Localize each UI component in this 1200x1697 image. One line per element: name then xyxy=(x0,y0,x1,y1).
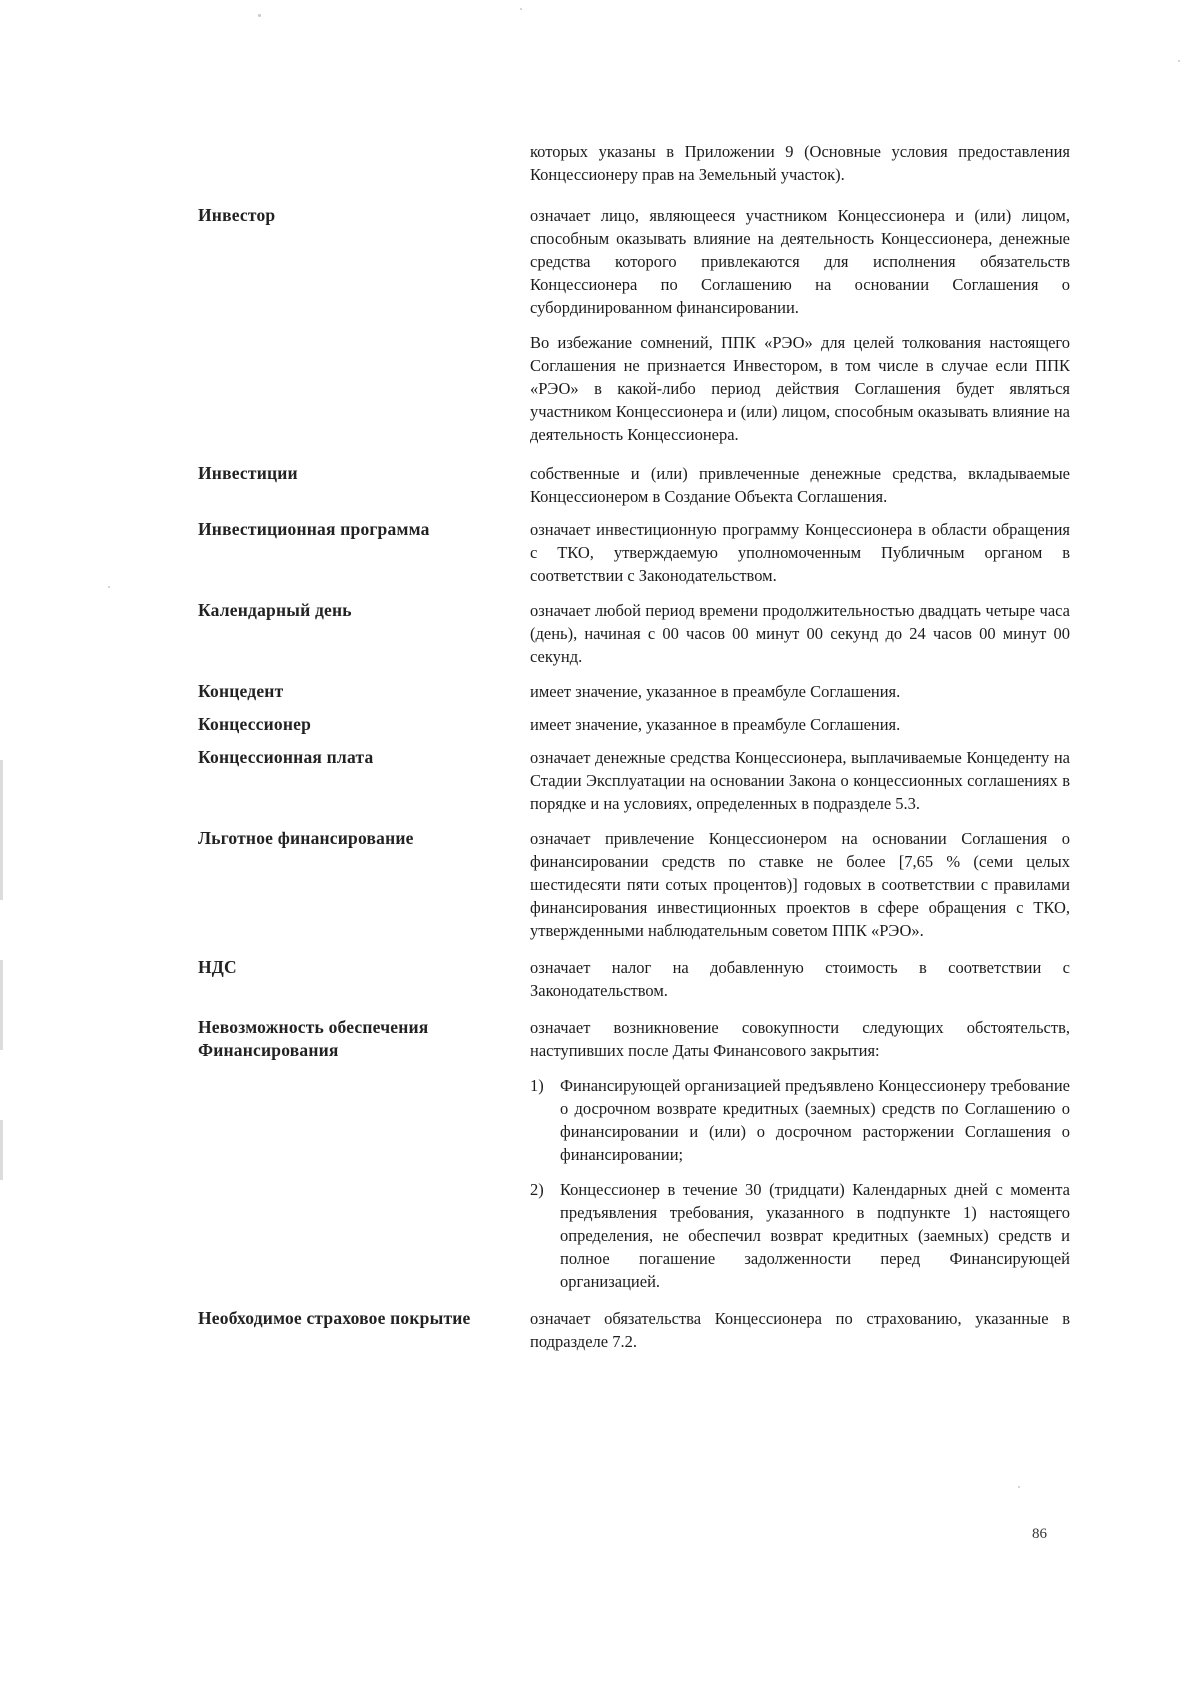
definition-paragraph: означает лицо, являющееся участником Концессионера и (или) лицом, способным оказывать влияние на деятельность Концессионера, денежные средства которого привлекаются для исполнения обязательств Концессионера по Соглашению на основании Соглашения о субординированном финансировании. xyxy=(530,206,1070,317)
definition-row xyxy=(198,713,1080,736)
scan-edge-mark xyxy=(0,1120,3,1180)
definition-body xyxy=(530,956,1070,1002)
definition-row xyxy=(198,1016,1080,1293)
definition-row xyxy=(198,518,1080,587)
definition-body xyxy=(530,1307,1070,1353)
scan-speck xyxy=(258,14,261,17)
definition-term: Необходимое страховое покрытие xyxy=(198,1308,471,1328)
scan-speck xyxy=(520,8,522,10)
list-item xyxy=(530,1178,1070,1293)
definition-row xyxy=(198,204,1080,446)
definition-paragraph: Во избежание сомнений, ППК «РЭО» для целей толкования настоящего Соглашения не признается Инвестором, в том числе в случае если ППК «РЭО» в какой-либо период действия Соглашения будет являться участником Концессионера и (или) лицом, способным оказывать влияние на деятельность Концессионера. xyxy=(530,333,1070,444)
definition-term: Инвестор xyxy=(198,205,276,225)
definition-term: Инвестиции xyxy=(198,463,298,483)
definition-term: Концессионная плата xyxy=(198,747,374,767)
definition-paragraph: означает инвестиционную программу Концессионера в области обращения с ТКО, утверждаемую уполномоченным Публичным органом в соответствии с Законодательством. xyxy=(530,520,1070,585)
definition-body xyxy=(530,599,1070,668)
definition-term: Календарный день xyxy=(198,600,352,620)
definition-row xyxy=(198,827,1080,942)
definitions-table xyxy=(198,140,1080,1353)
definition-row xyxy=(198,140,1080,186)
definition-term: Концедент xyxy=(198,681,284,701)
definition-body xyxy=(530,204,1070,446)
definition-term xyxy=(198,140,530,186)
definition-paragraph: означает налог на добавленную стоимость в соответствии с Законодательством. xyxy=(530,958,1070,1000)
definition-body xyxy=(530,680,1070,703)
definition-row xyxy=(198,462,1080,508)
definition-paragraph: собственные и (или) привлеченные денежные средства, вкладываемые Концессионером в Создание Объекта Соглашения. xyxy=(530,464,1070,506)
definition-body xyxy=(530,746,1070,815)
definition-row xyxy=(198,956,1080,1002)
list-item-text: Финансирующей организацией предъявлено Концессионеру требование о досрочном возврате кредитных (заемных) средств по Соглашению о финансировании и (или) о досрочном расторжении Соглашения о финансировании; xyxy=(560,1076,1070,1164)
definition-term: Невозможность обеспечения Финансирования xyxy=(198,1017,429,1060)
definition-row xyxy=(198,1307,1080,1353)
definition-paragraph: которых указаны в Приложении 9 (Основные условия предоставления Концессионеру прав на Земельный участок). xyxy=(530,142,1070,184)
list-item-text: Концессионер в течение 30 (тридцати) Календарных дней с момента предъявления требования, указанного в подпункте 1) настоящего определения, не обеспечил возврат кредитных (заемных) средств и полное погашение задолженности перед Финансирующей организацией. xyxy=(560,1180,1070,1291)
list-item-number: 1) xyxy=(530,1076,544,1095)
list-item xyxy=(530,1074,1070,1166)
definition-paragraph: означает любой период времени продолжительностью двадцать четыре часа (день), начиная с 00 часов 00 минут 00 секунд до 24 часов 00 минут 00 секунд. xyxy=(530,601,1070,666)
definition-row xyxy=(198,599,1080,668)
scan-edge-mark xyxy=(0,760,3,900)
definition-paragraph: имеет значение, указанное в преамбуле Соглашения. xyxy=(530,682,901,701)
definition-row xyxy=(198,746,1080,815)
definition-body xyxy=(530,462,1070,508)
definition-term: Инвестиционная программа xyxy=(198,519,430,539)
definition-term: Концессионер xyxy=(198,714,312,734)
scan-speck xyxy=(108,586,110,588)
definition-body xyxy=(530,140,1070,186)
definition-paragraph: означает обязательства Концессионера по страхованию, указанные в подразделе 7.2. xyxy=(530,1309,1070,1351)
list-item-number: 2) xyxy=(530,1180,544,1199)
definition-body xyxy=(530,713,1070,736)
definition-paragraph: имеет значение, указанное в преамбуле Соглашения. xyxy=(530,715,901,734)
page-number: 86 xyxy=(1032,1526,1047,1542)
definition-body xyxy=(530,518,1070,587)
definition-term: НДС xyxy=(198,957,237,977)
definition-term: Льготное финансирование xyxy=(198,828,414,848)
definition-list xyxy=(530,1074,1070,1293)
definition-body xyxy=(530,1016,1070,1293)
scan-speck xyxy=(1018,1486,1020,1488)
definition-body xyxy=(530,827,1070,942)
definition-row xyxy=(198,680,1080,703)
scan-speck xyxy=(1178,60,1180,62)
definition-paragraph: означает возникновение совокупности следующих обстоятельств, наступивших после Даты Финансового закрытия: xyxy=(530,1018,1070,1060)
scan-edge-mark xyxy=(0,960,3,1050)
definition-paragraph: означает денежные средства Концессионера, выплачиваемые Концеденту на Стадии Эксплуатации на основании Закона о концессионных соглашениях в порядке и на условиях, определенных в подразделе 5.3. xyxy=(530,748,1070,813)
definition-paragraph: означает привлечение Концессионером на основании Соглашения о финансировании средств по ставке не более [7,65 % (семи целых шестидесяти пяти сотых процентов)] годовых в соответствии с правилами финансирования инвестиционных проектов в сфере обращения с ТКО, утвержденными наблюдательным советом ППК «РЭО». xyxy=(530,829,1070,940)
